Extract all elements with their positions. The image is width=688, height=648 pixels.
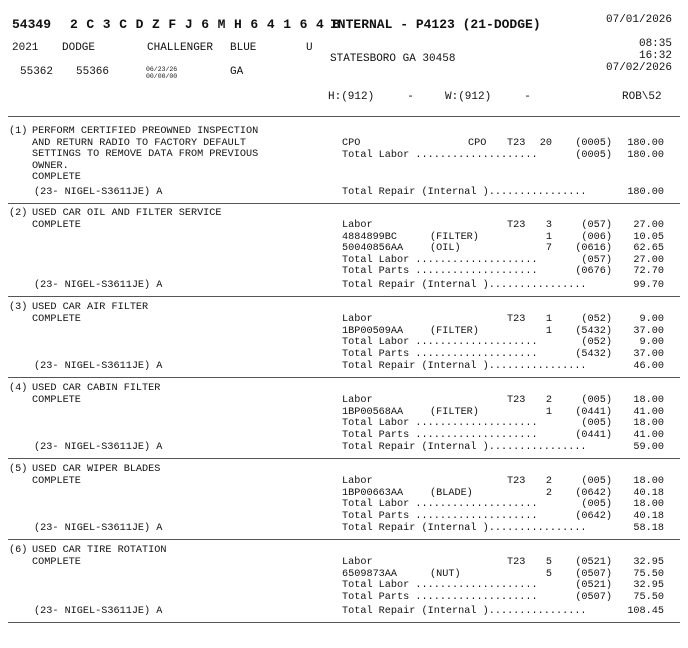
line-amount: 32.95	[633, 580, 664, 592]
line-code: (0521)	[575, 580, 612, 592]
job-number: (3)	[9, 302, 28, 313]
line-code: (0642)	[575, 510, 612, 522]
work-phone: W:(912) -	[445, 91, 531, 103]
customer-city: STATESBORO GA 30458	[330, 53, 456, 65]
job-description-line: USED CAR AIR FILTER	[32, 302, 149, 313]
vehicle-year: 2021	[12, 42, 39, 54]
line-amount: 41.00	[633, 406, 664, 418]
vehicle-make: DODGE	[62, 42, 96, 54]
ro-number: 54349	[12, 17, 52, 32]
line-amount: 75.50	[633, 591, 664, 603]
job-description-line: USED CAR OIL AND FILTER SERVICE	[32, 208, 222, 219]
line-amount: 75.50	[633, 568, 664, 580]
line-label: 1BP00509AA	[342, 325, 404, 337]
line-code: (5432)	[575, 325, 612, 337]
mileage-in: 55362	[20, 66, 54, 78]
total-repair-amount: 108.45	[627, 606, 664, 617]
line-tech: T23	[507, 557, 526, 568]
job-description-line: COMPLETE	[32, 172, 81, 184]
line-amount: 9.00	[639, 314, 664, 325]
job-divider	[8, 458, 680, 459]
line-amount: 32.95	[633, 557, 664, 568]
vehicle-color: BLUE	[230, 42, 257, 54]
line-tech: T23	[507, 476, 526, 487]
job-number: (6)	[9, 545, 28, 556]
line-label: Total Parts ....................	[342, 348, 538, 360]
line-code: (0441)	[575, 406, 612, 418]
line-label: Labor	[342, 476, 373, 487]
line-code: (0642)	[575, 487, 612, 499]
job-description-line: COMPLETE	[32, 219, 81, 231]
small-date-2: 00/00/00	[146, 73, 178, 80]
job-description-line: COMPLETE	[32, 313, 81, 325]
time-out: 16:32	[638, 50, 672, 62]
total-repair-label: Total Repair (Internal )................	[342, 606, 587, 617]
job-description-line: PERFORM CERTIFIED PREOWNED INSPECTION	[32, 126, 259, 137]
state: GA	[230, 66, 244, 78]
line-amount: 72.70	[633, 266, 664, 278]
job-description-line: OWNER.	[32, 160, 69, 172]
line-label: Total Labor ....................	[342, 149, 538, 161]
line-code: (052)	[581, 337, 612, 349]
job-technician: (23- NIGEL-S3611JE) A	[34, 442, 163, 453]
part-description: (FILTER)	[430, 325, 479, 337]
job-divider	[8, 622, 680, 623]
job-description-line: COMPLETE	[32, 475, 81, 487]
vin: 2 C 3 C D Z F J 6 M H 6 4 1 6 4 8	[70, 17, 341, 32]
line-quantity: 1	[545, 325, 552, 337]
line-quantity: 1	[545, 314, 552, 325]
line-quantity: 2	[545, 395, 552, 406]
line-tech: T23	[507, 314, 526, 325]
part-description: (FILTER)	[430, 406, 479, 418]
line-amount: 18.00	[633, 395, 664, 406]
line-code: (0521)	[575, 557, 612, 568]
job-technician: (23- NIGEL-S3611JE) A	[34, 361, 163, 372]
line-amount: 18.00	[633, 418, 664, 430]
advisor-code: ROB\52	[622, 91, 662, 103]
line-label: Labor	[342, 314, 373, 325]
total-repair-label: Total Repair (Internal )................	[342, 187, 587, 198]
job-technician: (23- NIGEL-S3611JE) A	[34, 606, 163, 617]
job-divider	[8, 296, 680, 297]
promised-date: 07/02/2026	[606, 62, 673, 74]
total-repair-amount: 59.00	[633, 442, 664, 453]
part-description: (OIL)	[430, 243, 461, 255]
line-label: 50040856AA	[342, 243, 404, 255]
job-divider	[8, 203, 680, 204]
line-code: (0507)	[575, 591, 612, 603]
line-code: (0005)	[575, 138, 612, 149]
line-amount: 10.05	[633, 231, 664, 243]
job-divider	[8, 539, 680, 540]
line-quantity: 20	[539, 138, 552, 149]
mileage-out: 55366	[76, 66, 110, 78]
line-label: Total Parts ....................	[342, 591, 538, 603]
line-code: (005)	[581, 418, 612, 430]
line-tech: T23	[507, 395, 526, 406]
line-tech: T23	[507, 220, 526, 231]
job-number: (1)	[9, 126, 28, 137]
line-label: Total Labor ....................	[342, 418, 538, 430]
line-quantity: 7	[545, 243, 552, 255]
job-technician: (23- NIGEL-S3611JE) A	[34, 187, 163, 198]
line-quantity: 1	[545, 231, 552, 243]
line-amount: 37.00	[633, 348, 664, 360]
line-amount: 62.65	[633, 243, 664, 255]
total-repair-label: Total Repair (Internal )................	[342, 280, 587, 291]
line-label: CPO	[342, 138, 361, 149]
job-divider	[8, 377, 680, 378]
line-label: Labor	[342, 220, 373, 231]
line-code: (005)	[581, 499, 612, 511]
job-description-line: USED CAR WIPER BLADES	[32, 464, 161, 475]
home-phone: H:(912) -	[328, 91, 414, 103]
line-label: Total Parts ....................	[342, 510, 538, 522]
line-code: (0616)	[575, 243, 612, 255]
total-repair-label: Total Repair (Internal )................	[342, 361, 587, 372]
line-code: (0441)	[575, 429, 612, 441]
line-label: Total Labor ....................	[342, 254, 538, 266]
line-label: Labor	[342, 395, 373, 406]
line-label: Total Parts ....................	[342, 429, 538, 441]
line-amount: 40.18	[633, 510, 664, 522]
job-number: (5)	[9, 464, 28, 475]
line-amount: 9.00	[639, 337, 664, 349]
line-amount: 180.00	[627, 138, 664, 149]
job-description-line: COMPLETE	[32, 394, 81, 406]
line-quantity: 3	[545, 220, 552, 231]
line-label: Total Parts ....................	[342, 266, 538, 278]
line-code: (005)	[581, 476, 612, 487]
line-label: Labor	[342, 557, 373, 568]
line-label: Total Labor ....................	[342, 580, 538, 592]
line-extra: CPO	[468, 138, 487, 149]
line-tech: T23	[507, 138, 526, 149]
line-code: (006)	[581, 231, 612, 243]
line-quantity: 2	[545, 487, 552, 499]
part-description: (NUT)	[430, 568, 461, 580]
line-amount: 27.00	[633, 254, 664, 266]
job-description-line: COMPLETE	[32, 556, 81, 568]
total-repair-amount: 46.00	[633, 361, 664, 372]
line-amount: 18.00	[633, 476, 664, 487]
line-amount: 18.00	[633, 499, 664, 511]
job-technician: (23- NIGEL-S3611JE) A	[34, 523, 163, 534]
line-label: Total Labor ....................	[342, 337, 538, 349]
job-number: (2)	[9, 208, 28, 219]
line-code: (0507)	[575, 568, 612, 580]
job-description-line: AND RETURN RADIO TO FACTORY DEFAULT	[32, 137, 246, 149]
header-divider	[8, 116, 680, 117]
total-repair-amount: 99.70	[633, 280, 664, 291]
line-label: 4884899BC	[342, 231, 398, 243]
line-amount: 37.00	[633, 325, 664, 337]
part-description: (FILTER)	[430, 231, 479, 243]
line-label: 1BP00663AA	[342, 487, 404, 499]
job-technician: (23- NIGEL-S3611JE) A	[34, 280, 163, 291]
job-description-line: USED CAR CABIN FILTER	[32, 383, 161, 394]
job-description-line: USED CAR TIRE ROTATION	[32, 545, 167, 556]
time-in: 08:35	[638, 38, 672, 50]
total-repair-label: Total Repair (Internal )................	[342, 523, 587, 534]
header-date: 07/01/2026	[606, 14, 673, 26]
line-label: 1BP00568AA	[342, 406, 404, 418]
line-code: (057)	[581, 220, 612, 231]
small-date-1: 06/23/26	[146, 66, 178, 73]
line-quantity: 5	[545, 557, 552, 568]
line-code: (0005)	[575, 149, 612, 161]
line-code: (057)	[581, 254, 612, 266]
line-quantity: 2	[545, 476, 552, 487]
line-quantity: 5	[545, 568, 552, 580]
document-title: INTERNAL - P4123 (21-DODGE)	[330, 17, 541, 32]
vehicle-model: CHALLENGER	[147, 42, 214, 54]
line-amount: 41.00	[633, 429, 664, 441]
total-repair-amount: 58.18	[633, 523, 664, 534]
total-repair-amount: 180.00	[627, 187, 664, 198]
job-description-line: SETTINGS TO REMOVE DATA FROM PREVIOUS	[32, 149, 259, 161]
line-label: Total Labor ....................	[342, 499, 538, 511]
line-quantity: 1	[545, 406, 552, 418]
u-flag: U	[306, 42, 313, 54]
line-amount: 180.00	[627, 149, 664, 161]
job-number: (4)	[9, 383, 28, 394]
line-code: (005)	[581, 395, 612, 406]
line-code: (052)	[581, 314, 612, 325]
line-amount: 40.18	[633, 487, 664, 499]
line-amount: 27.00	[633, 220, 664, 231]
line-code: (5432)	[575, 348, 612, 360]
line-code: (0676)	[575, 266, 612, 278]
total-repair-label: Total Repair (Internal )................	[342, 442, 587, 453]
line-label: 6509873AA	[342, 568, 398, 580]
part-description: (BLADE)	[430, 487, 473, 499]
